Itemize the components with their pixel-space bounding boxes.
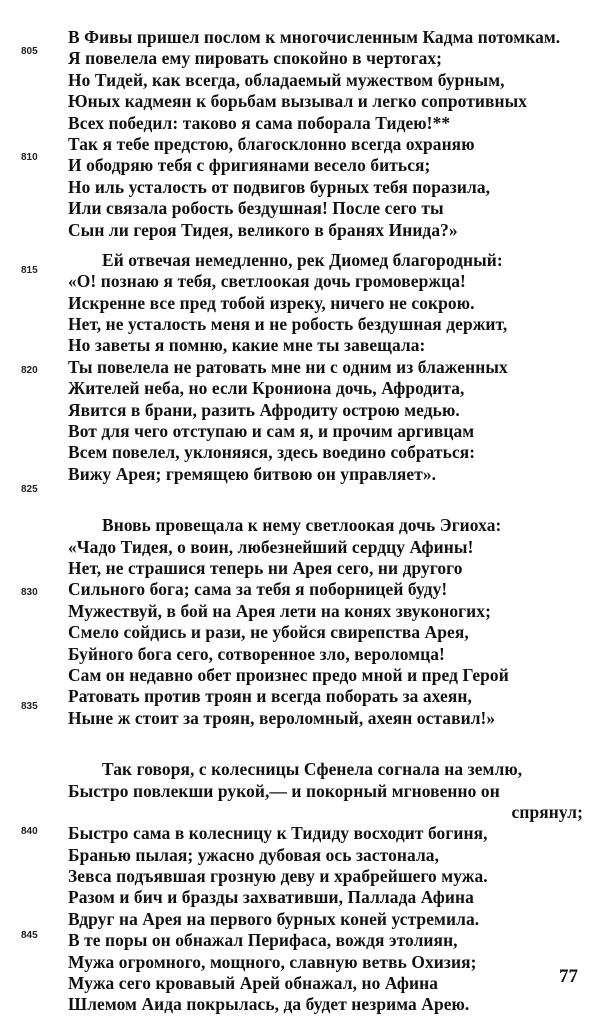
line-number: 845 (21, 930, 38, 941)
verse-line: Шлемом Аида покрылась, да будет незрима Арею. (68, 994, 470, 1015)
stanza-1 (68, 27, 583, 241)
verse-line: Разом и бич и бразды захвативши, Паллада Афина (68, 887, 474, 908)
verse-line: Ратовать против троян и всегда поборать за ахеян, (68, 686, 472, 707)
verse-line: Юных кадмеян к борьбам вызывал и легко сопротивных (68, 91, 528, 112)
verse-line: Всем повелел, уклоняяся, здесь воедино собраться: (68, 442, 476, 463)
line-number: 815 (21, 265, 38, 276)
line-number: 835 (21, 701, 38, 712)
verse-line: Вижу Арея; гремящею битвою он управляет». (68, 463, 437, 484)
stanza-3 (68, 515, 583, 729)
verse-line: Нет, не страшися теперь ни Арея сего, ни другого (68, 557, 463, 578)
poem-text (68, 27, 583, 1016)
verse-line: Бранью пылая; ужасно дубовая ось застонала, (68, 844, 440, 865)
verse-line: Жителей неба, но если Крониона дочь, Афродита, (68, 378, 465, 399)
verse-line: Ты повелела не ратовать мне ни с одним из блаженных (68, 356, 508, 377)
verse-line: Явится в брани, разить Афродиту острою медью. (68, 399, 460, 420)
verse-line: Сын ли героя Тидея, великого в бранях Инида?» (68, 219, 458, 240)
verse-line: И ободряю тебя с фригиянами весело биться; (68, 155, 431, 176)
line-number: 810 (21, 152, 38, 163)
verse-line: «О! познаю я тебя, светлоокая дочь громовержца! (68, 271, 466, 292)
verse-line: В Фивы пришел послом к многочисленным Кадма потомкам. (68, 27, 561, 47)
verse-line: В те поры он обнажал Перифаса, вождя этолиян, (68, 930, 458, 951)
stanza-4 (68, 759, 583, 1016)
verse-line: Быстро повлекши рукой,— и покорный мгновенно он (68, 780, 500, 801)
verse-line: Но Тидей, как всегда, обладаемый мужеством бурным, (68, 69, 505, 90)
line-number: 840 (21, 826, 38, 837)
verse-line: Буйного бога сего, сотворенное зло, вероломца! (68, 643, 445, 664)
verse-line: Сильного бога; сама за тебя я поборницей буду! (68, 579, 448, 600)
verse-line: Вновь провещала к нему светлоокая дочь Эгиоха: (102, 515, 502, 536)
verse-line: «Чадо Тидея, о воин, любезнейший сердцу Афины! (68, 536, 474, 557)
verse-line: Зевса подъявшая грозную деву и храбрейшего мужа. (68, 866, 488, 887)
verse-line: Смело сойдись и рази, не убойся свирепства Арея, (68, 622, 469, 643)
verse-line: Всех победил: таково я сама поборала Тидею!** (68, 112, 451, 133)
stanza-2 (68, 250, 583, 485)
verse-line: Но заветы я помню, какие мне ты завещала: (68, 335, 426, 356)
verse-line: Мужа огромного, мощного, славную ветвь Охизия; (68, 951, 477, 972)
verse-line: Ныне ж стоит за троян, вероломный, ахеян оставил!» (68, 707, 496, 728)
verse-line: Нет, не усталость меня и не робость бездушная держит, (68, 314, 508, 335)
verse-line: Я повелела ему пировать спокойно в чертогах; (68, 48, 443, 69)
verse-line: Так я тебе предстою, благосклонно всегда охраняю (68, 133, 475, 154)
page-number: 77 (559, 966, 578, 987)
line-number: 820 (21, 365, 38, 376)
verse-line: Или связала робость бездушная! После сего ты (68, 198, 444, 219)
verse-line: Мужа сего кровавый Арей обнажал, но Афина (68, 973, 438, 994)
verse-line: Быстро сама в колесницу к Тидиду восходит богиня, (68, 823, 488, 844)
line-number: 830 (21, 587, 38, 598)
verse-line: Искренне все пред тобой изреку, ничего не сокрою. (68, 292, 475, 313)
line-number: 825 (21, 484, 38, 495)
verse-line: Но иль усталость от подвигов бурных тебя поразила, (68, 176, 491, 197)
verse-line: Вдруг на Арея на первого бурных коней устремила. (68, 908, 480, 929)
verse-line: Вот для чего отступаю и сам я, и прочим аргивцам (68, 421, 475, 442)
verse-line: Сам он недавно обет произнес предо мной и пред Герой (68, 664, 509, 685)
verse-line: Мужествуй, в бой на Арея лети на конях звуконогих; (68, 600, 491, 621)
verse-line: Ей отвечая немедленно, рек Диомед благородный: (102, 249, 503, 270)
line-number: 805 (21, 46, 38, 57)
verse-line-continuation: спрянул; (511, 801, 583, 822)
verse-line: Так говоря, с колесницы Сфенела согнала на землю, (102, 759, 523, 780)
